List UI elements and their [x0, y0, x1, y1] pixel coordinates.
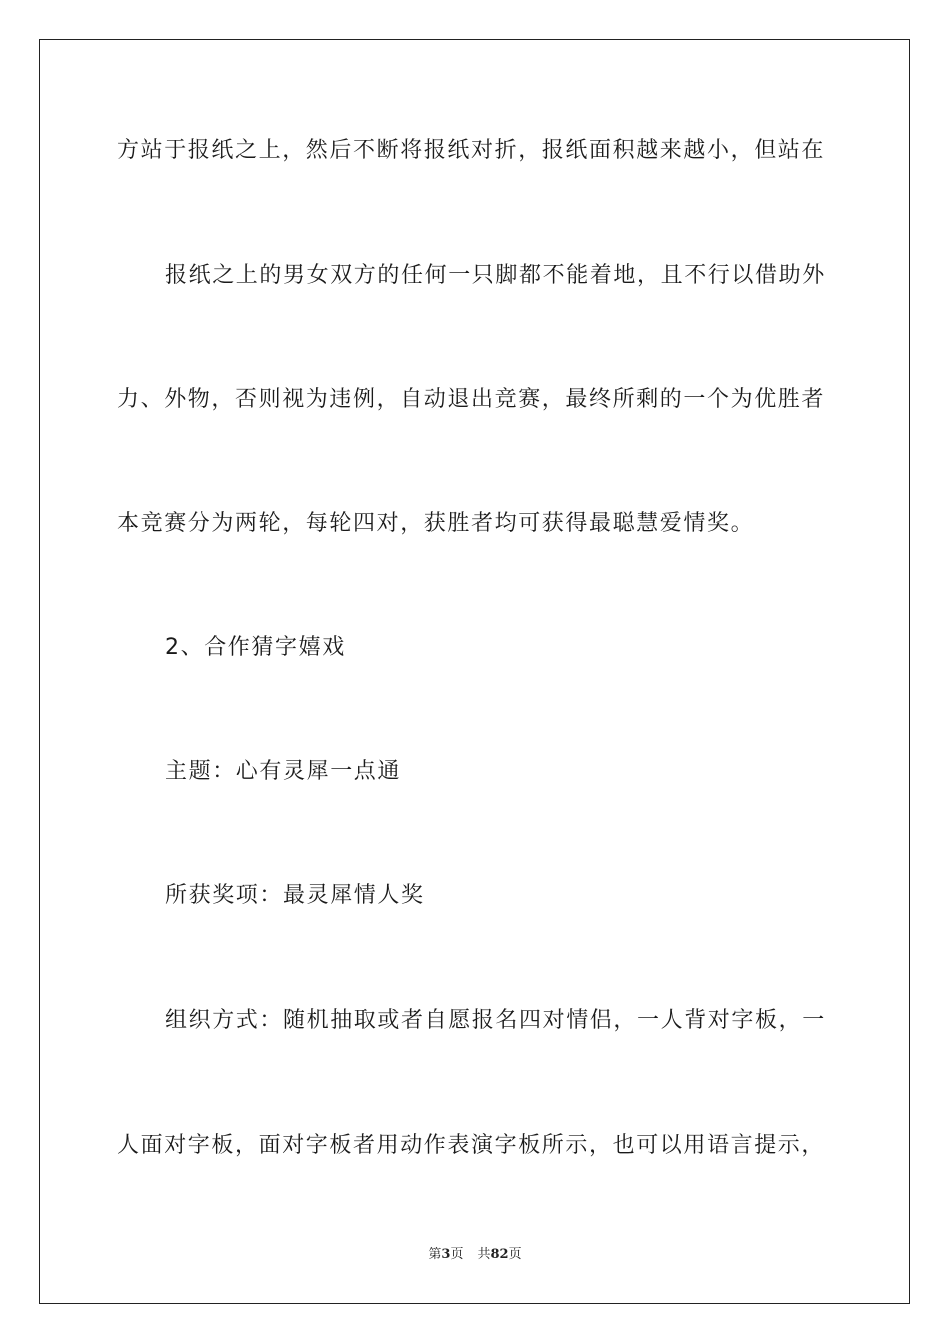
- body-line-method: 组织方式：随机抽取或者自愿报名四对情侣，一人背对字板，一: [165, 1008, 826, 1033]
- total-prefix: 共: [477, 1247, 491, 1262]
- page-number: 3: [441, 1247, 451, 1262]
- body-line-3: 力、外物，否则视为违例，自动退出竞赛，最终所剩的一个为优胜者: [117, 387, 826, 412]
- page-prefix: 第: [428, 1247, 442, 1262]
- body-line-award: 所获奖项：最灵犀情人奖: [165, 883, 425, 908]
- body-line-1: 方站于报纸之上，然后不断将报纸对折，报纸面积越来越小，但站在: [117, 138, 826, 163]
- total-pages: 82: [490, 1247, 509, 1262]
- body-line-theme: 主题：心有灵犀一点通: [165, 759, 402, 784]
- body-line-method-cont: 人面对字板，面对字板者用动作表演字板所示，也可以用语言提示，: [117, 1133, 826, 1158]
- page-footer: [0, 1246, 950, 1264]
- page-border: [39, 39, 910, 1304]
- body-line-4: 本竞赛分为两轮，每轮四对，获胜者均可获得最聪慧爱情奖。: [117, 511, 755, 536]
- body-line-2: 报纸之上的男女双方的任何一只脚都不能着地，且不行以借助外: [165, 263, 826, 288]
- section-heading: 2、合作猜字嬉戏: [165, 635, 346, 660]
- page-suffix: 页: [450, 1247, 464, 1262]
- total-suffix: 页: [508, 1247, 522, 1262]
